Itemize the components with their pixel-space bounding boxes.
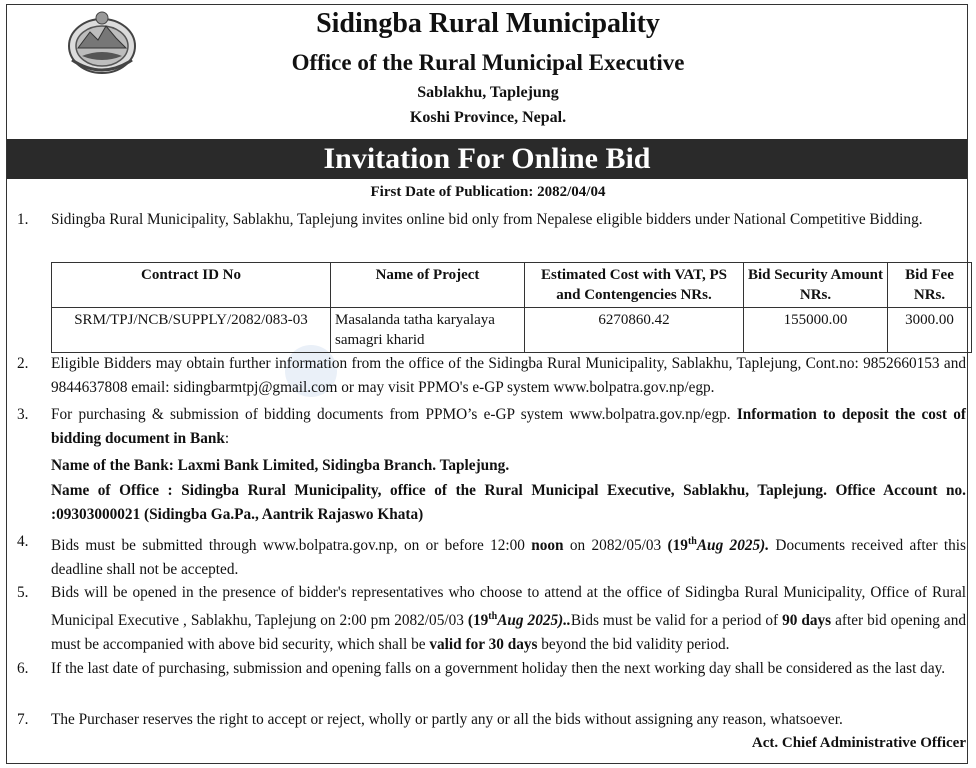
date-text: Aug 2025).	[696, 537, 770, 555]
table-cell: 155000.00	[744, 308, 888, 353]
date-sup: th	[687, 536, 697, 547]
item-text-part: Bids must be valid for a period of	[570, 612, 783, 630]
colon: :	[224, 430, 230, 447]
bid-table	[51, 262, 972, 353]
item-number: 4.	[17, 533, 29, 550]
item-text: If the last date of purchasing, submission and opening falls on a government holiday then the next working day shall be considered as the last day.	[51, 660, 946, 677]
table-cell: SRM/TPJ/NCB/SUPPLY/2082/083-03	[52, 308, 331, 353]
item-number: 5.	[17, 584, 29, 601]
item-text: Eligible Bidders may obtain further information from the office of the Sidingba Rural Municipality, Sablakhu, Taplejung, Cont.no: 9852660153 and 9844637808 email: sidingbarmtpj@gmail.com or may visit PPMO's e-GP system www.bolpatra.gov.np/egp.	[51, 355, 966, 396]
item-text-part: Bids will be opened in the presence of bidder's representatives who choose to attend at the office of Sidingba Rural Municipality, Office of Rural Municipal Executive , Sablakhu, Taplejung on 2:00 pm 2082/05/03	[51, 584, 966, 630]
item-text-part: on 2082/05/03	[563, 537, 668, 555]
validity-days: 90 days	[782, 612, 832, 630]
noon-text: noon	[531, 537, 564, 555]
table-cell: 6270860.42	[525, 308, 744, 353]
column-header: Bid Security Amount NRs.	[744, 263, 888, 308]
item-text	[51, 530, 966, 582]
date-text: Aug 2025)..	[497, 612, 571, 630]
office-title: Office of the Rural Municipal Executive	[291, 50, 685, 75]
address-line-1: Sablakhu, Taplejung	[417, 84, 559, 101]
office-account: Name of Office : Sidingba Rural Municipality, office of the Rural Municipal Executive, Sablakhu, Taplejung. Office Account no. :09303000021 (Sidingba Ga.Pa., Aantrik Rajaswo Khata)	[51, 482, 966, 523]
date-sup: th	[488, 611, 498, 622]
table-row	[52, 308, 972, 353]
item-number: 1.	[17, 211, 29, 228]
item-text: Sidingba Rural Municipality, Sablakhu, Taplejung invites online bid only from Nepalese eligible bidders under National Competitive Bidding.	[51, 211, 923, 228]
item-number: 3.	[17, 406, 29, 423]
publication-date: First Date of Publication: 2082/04/04	[370, 184, 606, 200]
item-text-part: after bid opening and must be accompanied with above bid security, which shall be	[51, 612, 966, 654]
security-validity: valid for 30 days	[429, 636, 538, 654]
item-text-part: For purchasing & submission of bidding documents from PPMO’s e-GP system www.bolpatra.gov.np/egp.	[51, 406, 737, 423]
header	[0, 0, 976, 138]
date-open: (19	[667, 537, 688, 555]
column-header: Bid Fee NRs.	[888, 263, 972, 308]
column-header: Name of Project	[331, 263, 525, 308]
deposit-info-heading: Information to deposit the cost of bidding document in Bank	[51, 406, 966, 447]
item-text-part: Bids must be submitted through www.bolpatra.gov.np, on or before 12:00	[51, 537, 532, 555]
table-header-row	[52, 263, 972, 308]
invitation-banner: Invitation For Online Bid	[7, 139, 967, 179]
item-number: 7.	[17, 711, 29, 728]
item-text	[51, 581, 966, 657]
column-header: Estimated Cost with VAT, PS and Contengencies NRs.	[525, 263, 744, 308]
column-header: Contract ID No	[52, 263, 331, 308]
table-cell: Masalanda tatha karyalaya samagri kharid	[331, 308, 525, 353]
item-text-part: Documents received after this deadline shall not be accepted.	[51, 537, 966, 579]
signature: Act. Chief Administrative Officer	[751, 735, 966, 751]
date-open: (19	[467, 612, 489, 630]
item-text	[51, 403, 966, 451]
item-number: 6.	[17, 660, 29, 677]
item-text-part: beyond the bid validity period.	[537, 636, 730, 654]
item-text: The Purchaser reserves the right to accept or reject, wholly or partly any or all the bids without assigning any reason, whatsoever.	[51, 711, 843, 728]
address-line-2: Koshi Province, Nepal.	[409, 109, 567, 126]
item-number: 2.	[17, 355, 29, 372]
table-cell: 3000.00	[888, 308, 972, 353]
municipality-title: Sidingba Rural Municipality	[316, 8, 660, 39]
bank-name: Name of the Bank: Laxmi Bank Limited, Sidingba Branch. Taplejung.	[51, 457, 510, 474]
